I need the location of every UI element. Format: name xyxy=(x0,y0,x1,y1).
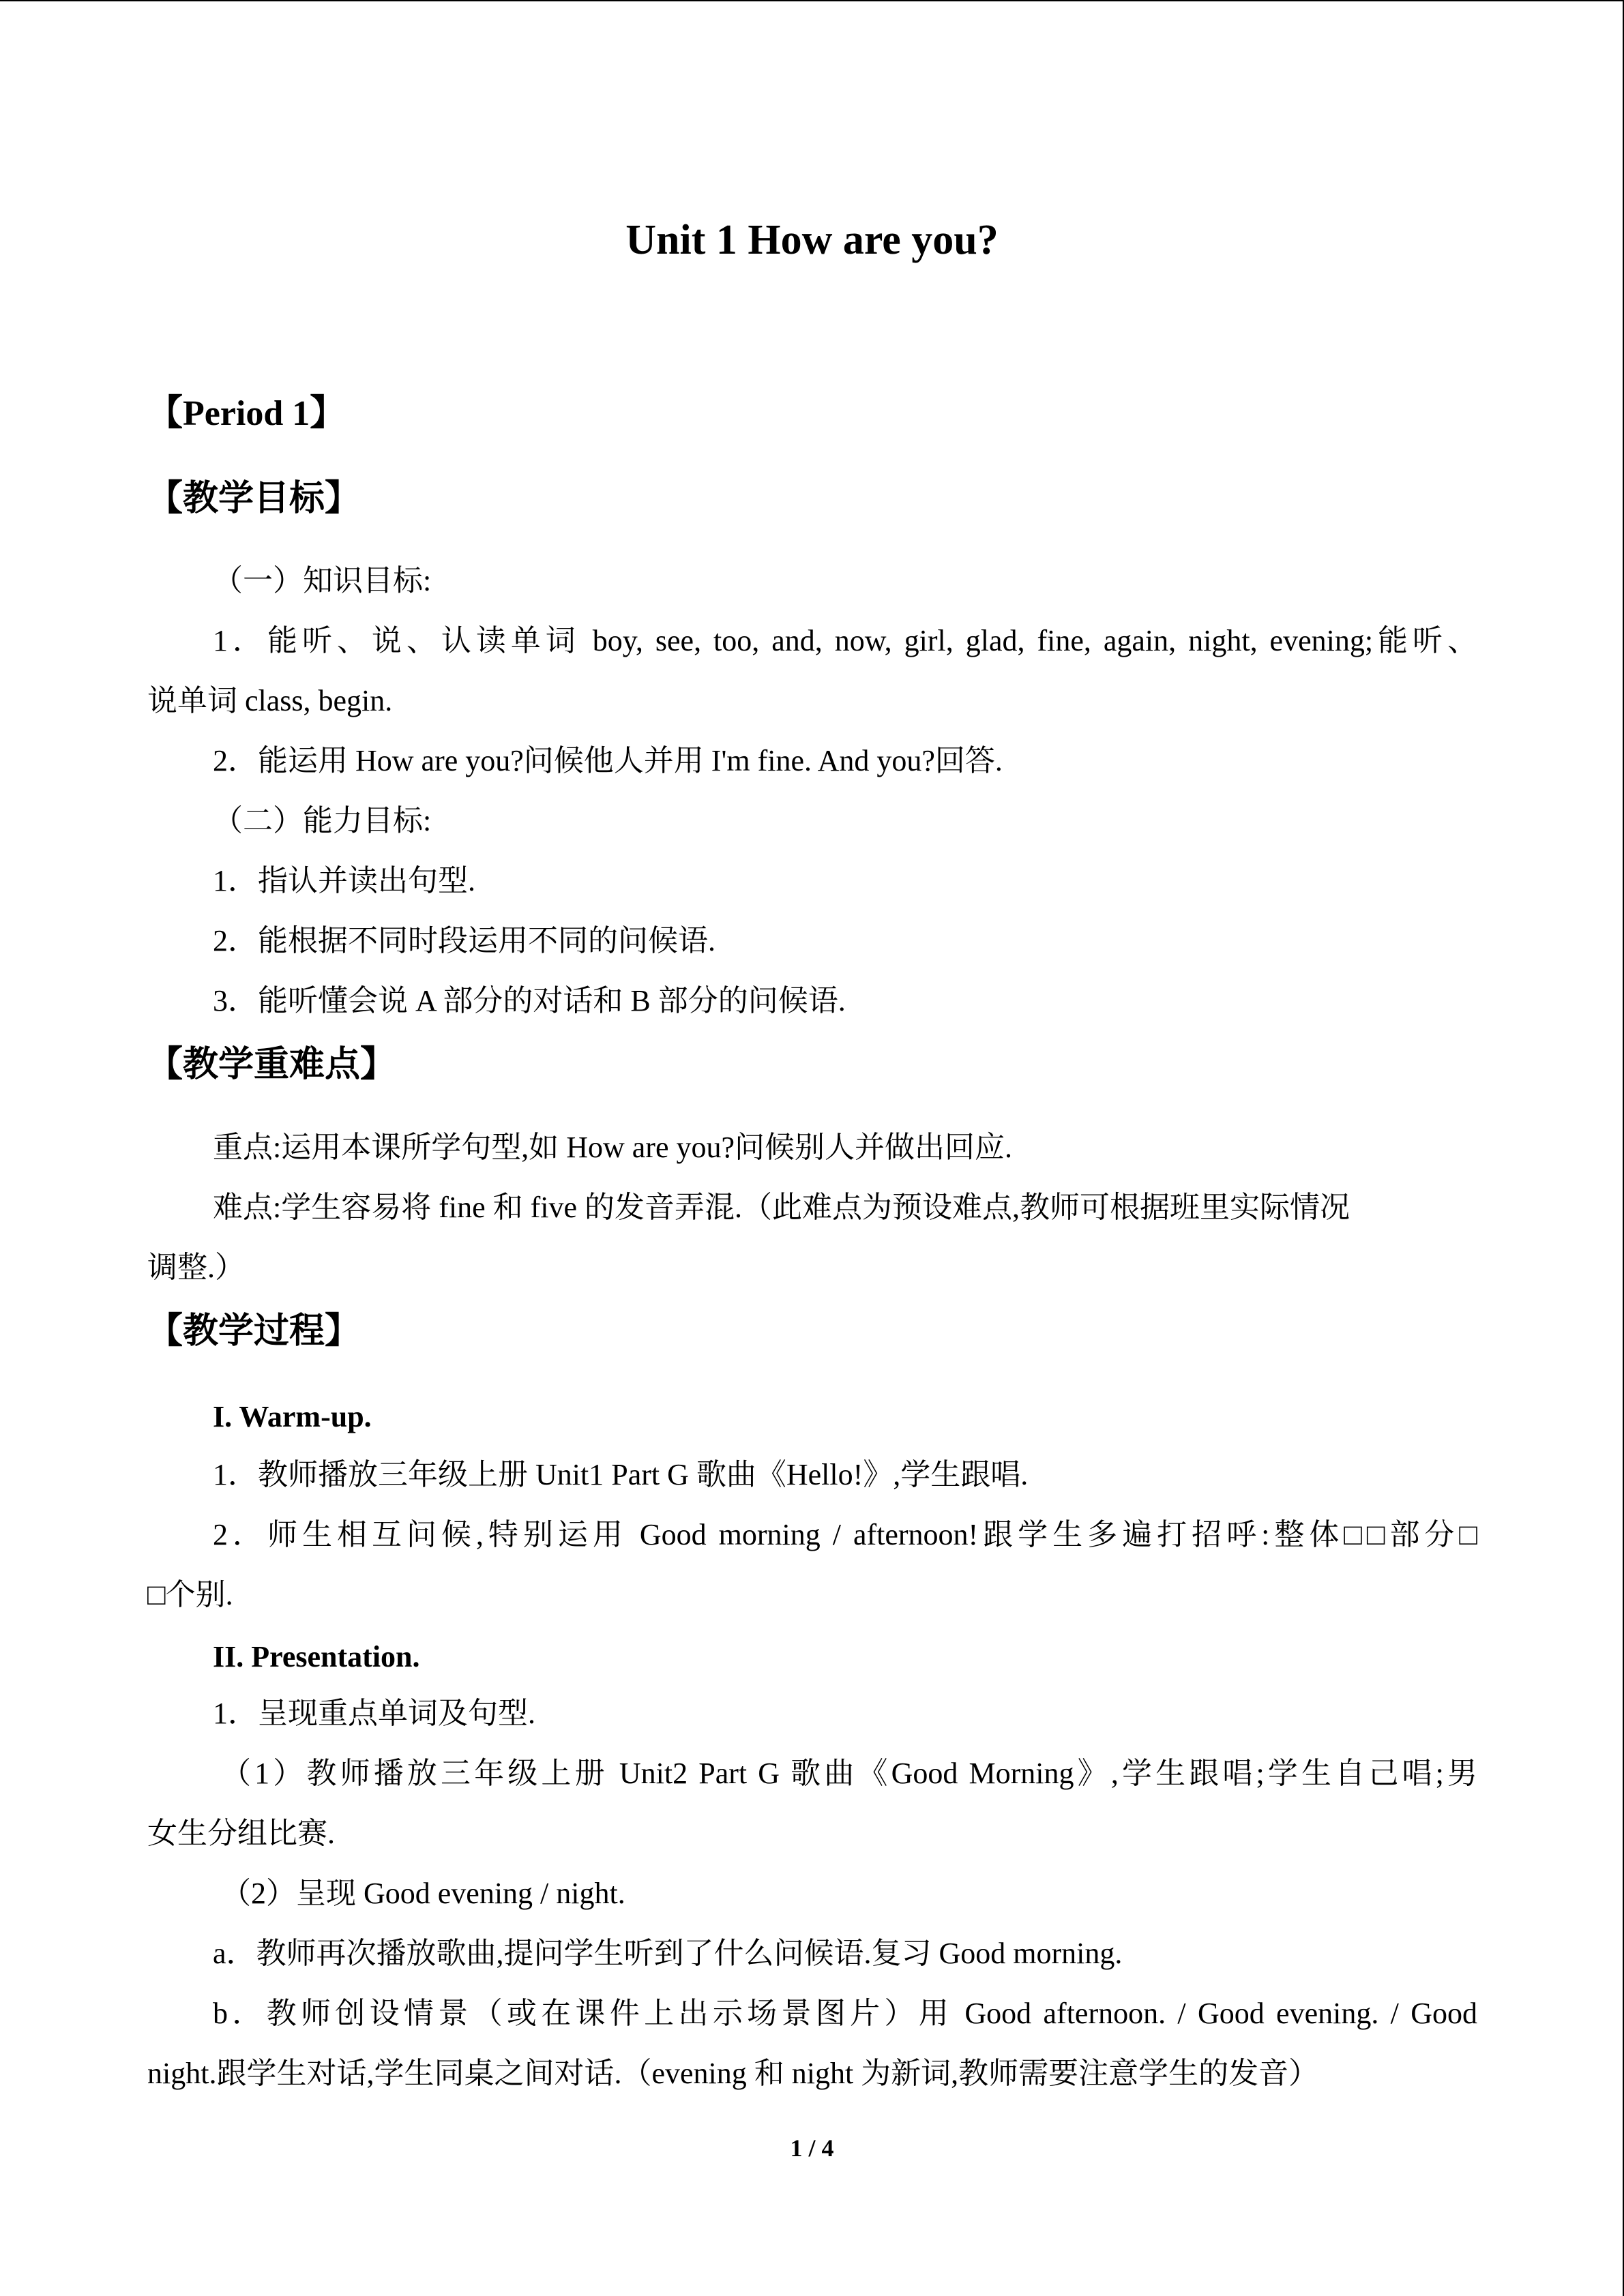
ability-objectives-heading: （二）能力目标: xyxy=(213,804,432,837)
document-title: Unit 1 How are you? xyxy=(625,217,999,263)
presentation-item-1-2-b-line-2: night.跟学生对话,学生同桌之间对话.（evening 和 night 为新词,教师需要注意学生的发音） xyxy=(147,2057,1319,2090)
objectives-heading: 【教学目标】 xyxy=(147,479,361,518)
warmup-item-2-line-2: □个别. xyxy=(147,1578,233,1611)
presentation-item-1: 1．呈现重点单词及句型. xyxy=(213,1697,535,1730)
page-number: 1 / 4 xyxy=(790,2134,834,2162)
presentation-item-1-2: （2）呈现 Good evening / night. xyxy=(221,1877,625,1910)
period-heading: 【Period 1】 xyxy=(147,394,346,433)
knowledge-item-2: 2．能运用 How are you?问候他人并用 I'm fine. And you?回答. xyxy=(213,744,1003,777)
key-point-difficulty-line-2: 调整.） xyxy=(147,1251,245,1284)
knowledge-objectives-heading: （一）知识目标: xyxy=(213,564,432,597)
presentation-item-1-2-b-line-1: b．教师创设情景（或在课件上出示场景图片）用 Good afternoon. / Good evening. / Good xyxy=(213,1997,1477,2030)
key-points-heading: 【教学重难点】 xyxy=(147,1045,396,1084)
key-point-focus: 重点:运用本课所学句型,如 How are you?问候别人并做出回应. xyxy=(213,1131,1013,1164)
ability-item-3: 3．能听懂会说 A 部分的对话和 B 部分的问候语. xyxy=(213,984,846,1017)
ability-item-1: 1．指认并读出句型. xyxy=(213,864,475,897)
process-heading: 【教学过程】 xyxy=(147,1312,361,1351)
warmup-heading: I. Warm-up. xyxy=(213,1400,372,1433)
warmup-item-1: 1．教师播放三年级上册 Unit1 Part G 歌曲《Hello!》,学生跟唱. xyxy=(213,1458,1029,1491)
warmup-item-2-line-1: 2．师生相互问候,特别运用 Good morning / afternoon!跟学生多遍打招呼:整体□□部分□ xyxy=(213,1518,1477,1551)
presentation-item-1-1-line-1: （1）教师播放三年级上册 Unit2 Part G 歌曲《Good Morning》,学生跟唱;学生自己唱;男 xyxy=(221,1757,1477,1790)
presentation-heading: II. Presentation. xyxy=(213,1640,420,1673)
knowledge-item-1-line-1: 1．能听、说、认读单词 boy, see, too, and, now, girl, glad, fine, again, night, evening;能听、 xyxy=(213,624,1477,657)
presentation-item-1-1-line-2: 女生分组比赛. xyxy=(147,1817,335,1850)
presentation-item-1-2-a: a．教师再次播放歌曲,提问学生听到了什么问候语.复习 Good morning. xyxy=(213,1937,1123,1970)
knowledge-item-1-line-2: 说单词 class, begin. xyxy=(147,684,393,717)
ability-item-2: 2．能根据不同时段运用不同的问候语. xyxy=(213,924,715,957)
key-point-difficulty-line-1: 难点:学生容易将 fine 和 five 的发音弄混.（此难点为预设难点,教师可根据班里实际情况 xyxy=(213,1191,1350,1224)
